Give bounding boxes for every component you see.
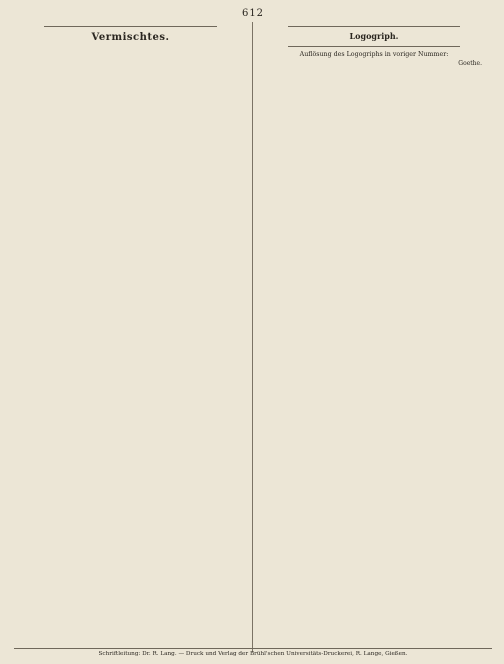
section-divider: [288, 26, 460, 27]
section-divider: [44, 26, 217, 27]
text-columns: [14, 22, 492, 652]
solution-heading: Auflösung des Logogriphs in voriger Nummer:: [299, 51, 449, 58]
quote-author: Goethe.: [458, 60, 482, 67]
left-column: [14, 22, 252, 652]
right-column: [252, 22, 490, 652]
printer-imprint: Schriftleitung: Dr. R. Lang. — Druck und Verlag der Brühl'schen Universitäts-Druckerei, R. Lange, Gießen.: [14, 648, 492, 658]
puzzle-heading: Logogriph.: [349, 31, 399, 41]
page-number: 612: [241, 8, 265, 19]
section-heading-vermischtes: Vermischtes.: [91, 32, 170, 43]
section-divider: [288, 46, 460, 47]
